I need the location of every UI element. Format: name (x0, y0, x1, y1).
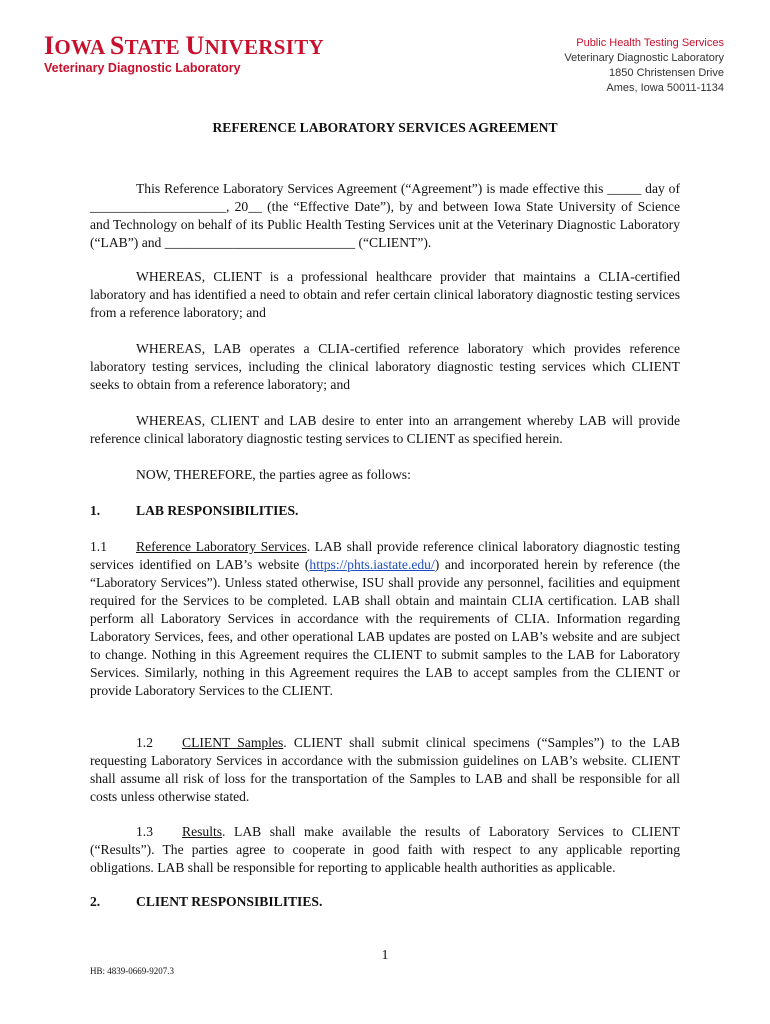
phts-website-link[interactable]: https://phts.iastate.edu/ (309, 557, 435, 572)
whereas-paragraph-1: WHEREAS, CLIENT is a professional healthcare provider that maintains a CLIA-certified laboratory and has identified a need to obtain and refer certain clinical laboratory diagnostic testing services from a reference laboratory; and (90, 269, 680, 320)
letterhead-address (564, 36, 724, 96)
clause-1-3-heading: Results (182, 824, 223, 839)
clause-1-1: 1.1 Reference Laboratory Services. LAB shall provide reference clinical laboratory diagnostic testing services identified on LAB’s website (https://phts.iastate.edu/) and incorporated herein by reference (the “Laboratory Services”). Unless stated otherwise, ISU shall provide any personnel, facilities and equipment required for the Services to be completed. LAB shall obtain and maintain CLIA certification. LAB shall perform all Laboratory Services in accordance with the requirements of CLIA. Information regarding Laboratory Services, fees, and other operational LAB updates are posted on LAB’s website and are subject to change. Nothing in this Agreement requires the CLIENT to submit samples to the LAB for Laboratory Services. Similarly, nothing in this Agreement requires the LAB to accept samples from the CLIENT or provide Laboratory Services to the CLIENT. (90, 539, 680, 698)
whereas-paragraph-3: WHEREAS, CLIENT and LAB desire to enter into an arrangement whereby LAB will provide reference clinical laboratory diagnostic testing services to CLIENT as specified herein. (90, 413, 680, 446)
document-title: REFERENCE LABORATORY SERVICES AGREEMENT (212, 120, 558, 135)
logo-unit-name: Veterinary Diagnostic Laboratory (44, 61, 241, 75)
clause-1-3: 1.3 Results. LAB shall make available the results of Laboratory Services to CLIENT (“Results”). The parties agree to cooperate in good faith with respect to any applicable reporting obligations. LAB shall be responsible for reporting to applicable health authorities as applicable. (90, 824, 680, 875)
address-line-1: Public Health Testing Services (576, 37, 724, 49)
address-line-4: Ames, Iowa 50011-1134 (606, 82, 724, 94)
clause-1-2-heading: CLIENT Samples (182, 735, 284, 750)
address-line-3: 1850 Christensen Drive (609, 67, 724, 79)
section-2-heading: 2. CLIENT RESPONSIBILITIES. (90, 894, 323, 909)
now-therefore-paragraph: NOW, THEREFORE, the parties agree as follows: (136, 467, 411, 482)
section-1-heading: 1. LAB RESPONSIBILITIES. (90, 503, 299, 518)
isu-logo (44, 31, 324, 76)
clause-1-1-heading: Reference Laboratory Services (136, 539, 307, 554)
document-id: HB: 4839-0669-9207.3 (90, 966, 174, 976)
logo-university-name: IOWA STATE UNIVERSITY (44, 31, 324, 60)
clause-1-2: 1.2 CLIENT Samples. CLIENT shall submit clinical specimens (“Samples”) to the LAB requesting Laboratory Services in accordance with the submission guidelines on LAB’s website. CLIENT shall assume all risk of loss for the transportation of the Samples to LAB and shall be responsible for all costs unless otherwise stated. (90, 735, 680, 804)
whereas-paragraph-2: WHEREAS, LAB operates a CLIA-certified reference laboratory which provides reference laboratory testing services, including the clinical laboratory diagnostic testing services which CLIENT seeks to obtain from a reference laboratory; and (90, 341, 680, 392)
address-line-2: Veterinary Diagnostic Laboratory (564, 52, 724, 64)
intro-paragraph: This Reference Laboratory Services Agreement (“Agreement”) is made effective this _____ day of ____________________, 20__ (the “Effective Date”), by and between Iowa State University of Science and Technology on behalf of its Public Health Testing Services unit at the Veterinary Diagnostic Laboratory (“LAB”) and ____________________________ (“CLIENT”). (90, 181, 680, 250)
page-number: 1 (381, 948, 389, 963)
